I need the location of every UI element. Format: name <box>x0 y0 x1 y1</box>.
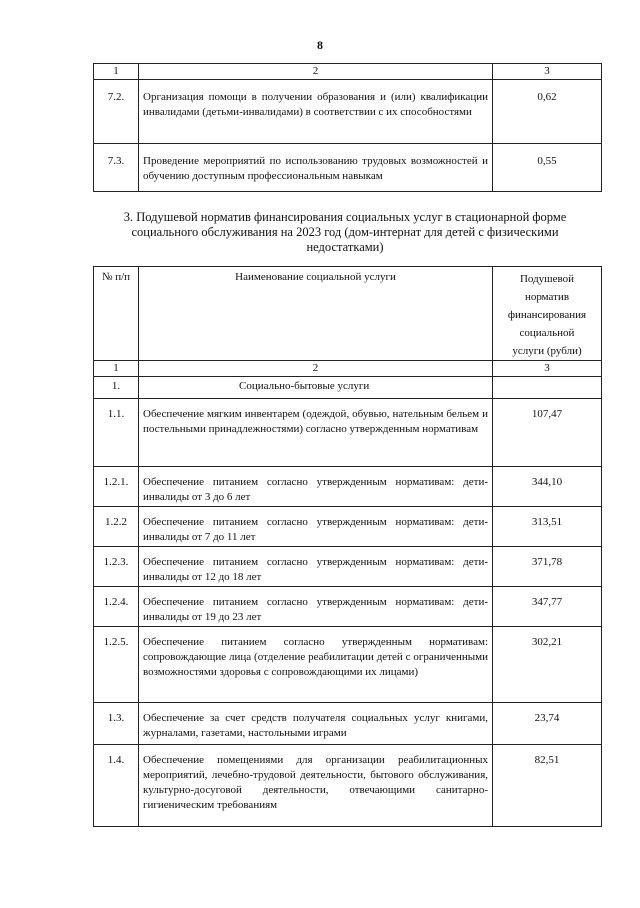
table-row <box>94 507 602 547</box>
table-row <box>94 80 602 144</box>
row-number: 7.2. <box>94 80 139 144</box>
norm-value: 82,51 <box>493 745 602 827</box>
norm-value: 347,77 <box>493 587 602 627</box>
header-num: № п/п <box>94 267 139 361</box>
table-row <box>94 745 602 827</box>
table-row <box>94 587 602 627</box>
group-row <box>94 377 602 399</box>
table-row <box>94 399 602 467</box>
service-name: Обеспечение питанием согласно утвержденным нормативам: сопровождающие лица (отделение реабилитации детей с ограниченными возможностями здоровья с сопровождающими их лицами) <box>139 627 493 703</box>
norm-value: 0,62 <box>493 80 602 144</box>
norm-value: 107,47 <box>493 399 602 467</box>
services-table-continued <box>93 63 602 192</box>
service-name: Проведение мероприятий по использованию трудовых возможностей и обучению доступным профессиональным навыкам <box>139 144 493 192</box>
norm-value: 313,51 <box>493 507 602 547</box>
service-name: Обеспечение питанием согласно утвержденным нормативам: дети-инвалиды от 7 до 11 лет <box>139 507 493 547</box>
header-service-name: Наименование социальной услуги <box>139 267 493 361</box>
group-number: 1. <box>94 377 139 399</box>
row-number: 1.4. <box>94 745 139 827</box>
column-number-row <box>94 64 602 80</box>
row-number: 1.3. <box>94 703 139 745</box>
empty-cell <box>493 377 602 399</box>
column-number-row <box>94 361 602 377</box>
table-row <box>94 627 602 703</box>
row-number: 1.2.1. <box>94 467 139 507</box>
row-number: 1.2.2 <box>94 507 139 547</box>
col-number: 3 <box>493 361 602 377</box>
service-name: Обеспечение питанием согласно утвержденным нормативам: дети-инвалиды от 12 до 18 лет <box>139 547 493 587</box>
service-name: Обеспечение помещениями для организации реабилитационных мероприятий, лечебно-трудовой деятельности, бытового обслуживания, культурно-досуговой деятельности, отвечающими санитарно-гигиеническим требованиям <box>139 745 493 827</box>
row-number: 1.1. <box>94 399 139 467</box>
col-number: 2 <box>139 361 493 377</box>
table-row <box>94 703 602 745</box>
section-title: 3. Подушевой норматив финансирования социальных услуг в стационарной форме социального обслуживания на 2023 год (дом-интернат для детей с физическими недостатками) <box>123 210 567 254</box>
col-number: 3 <box>493 64 602 80</box>
col-number: 2 <box>139 64 493 80</box>
row-number: 7.3. <box>94 144 139 192</box>
norm-value: 302,21 <box>493 627 602 703</box>
norm-value: 371,78 <box>493 547 602 587</box>
col-number: 1 <box>94 361 139 377</box>
header-row <box>94 267 602 361</box>
services-norm-table <box>93 266 602 827</box>
service-name: Обеспечение питанием согласно утвержденным нормативам: дети-инвалиды от 19 до 23 лет <box>139 587 493 627</box>
row-number: 1.2.4. <box>94 587 139 627</box>
group-name: Социально-бытовые услуги <box>139 377 493 399</box>
service-name: Организация помощи в получении образования и (или) квалификации инвалидами (детьми-инвалидами) в соответствии с их способностями <box>139 80 493 144</box>
row-number: 1.2.3. <box>94 547 139 587</box>
row-number: 1.2.5. <box>94 627 139 703</box>
norm-value: 0,55 <box>493 144 602 192</box>
table-row <box>94 144 602 192</box>
header-norm: Подушевой норматив финансирования социальной услуги (рубли) <box>493 267 602 361</box>
service-name: Обеспечение за счет средств получателя социальных услуг книгами, журналами, газетами, настольными играми <box>139 703 493 745</box>
table-row <box>94 547 602 587</box>
service-name: Обеспечение мягким инвентарем (одеждой, обувью, нательным бельем и постельными принадлежностями) согласно утвержденным нормативам <box>139 399 493 467</box>
norm-value: 344,10 <box>493 467 602 507</box>
norm-value: 23,74 <box>493 703 602 745</box>
col-number: 1 <box>94 64 139 80</box>
table-row <box>94 467 602 507</box>
page-number: 8 <box>317 38 323 52</box>
service-name: Обеспечение питанием согласно утвержденным нормативам: дети-инвалиды от 3 до 6 лет <box>139 467 493 507</box>
